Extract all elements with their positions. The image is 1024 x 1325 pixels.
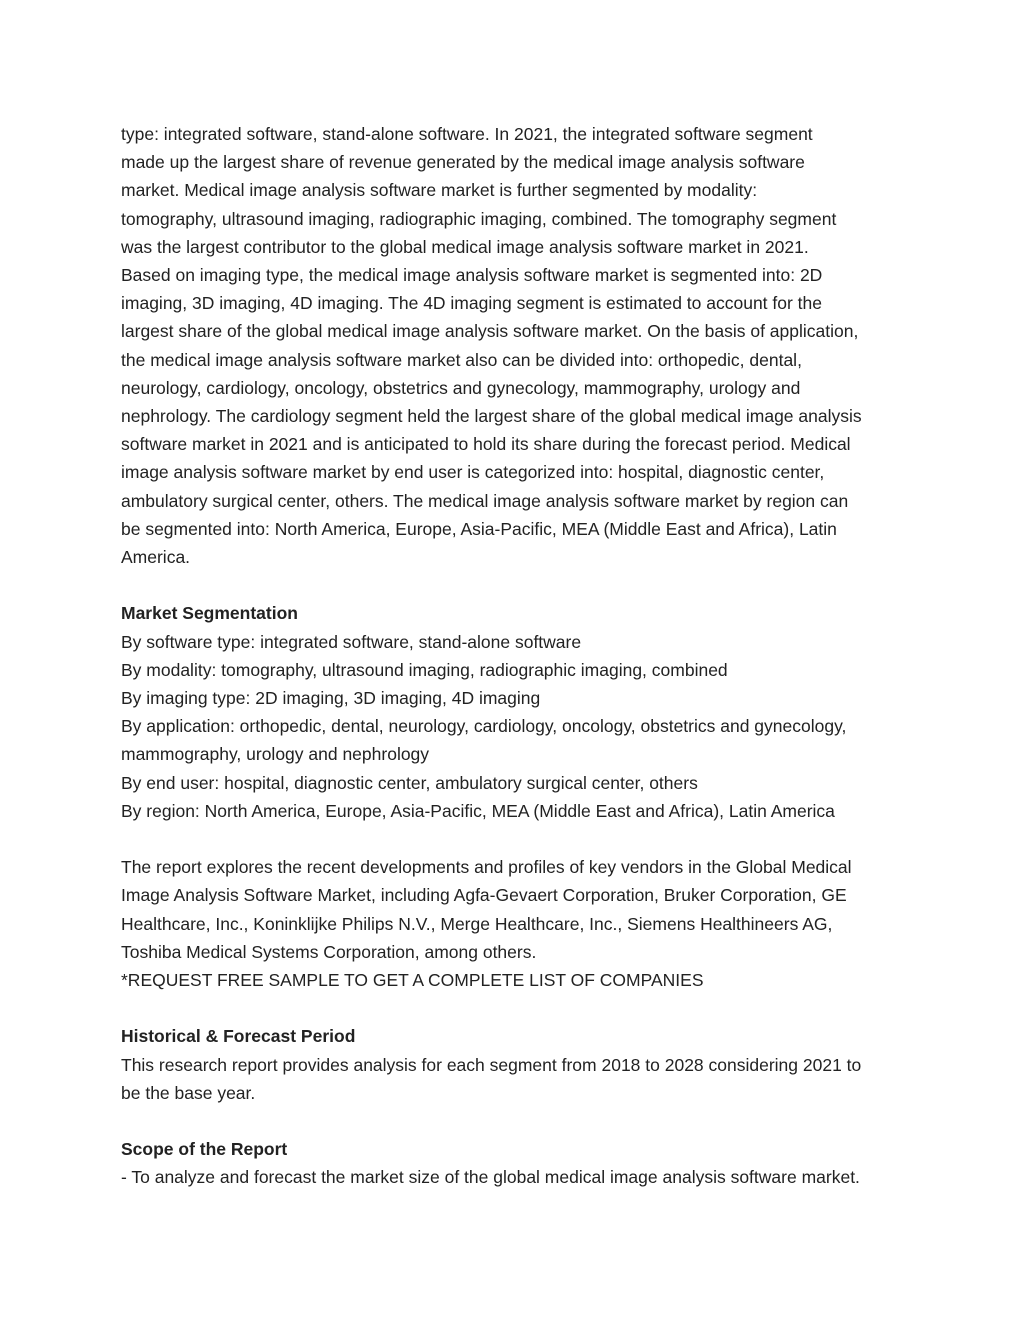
segmentation-line: By software type: integrated software, stand-alone software — [121, 631, 582, 652]
intro-line: image analysis software market by end user is categorized into: hospital, diagnostic center, — [121, 462, 825, 483]
paragraph-gap — [121, 994, 903, 1022]
intro-line: tomography, ultrasound imaging, radiographic imaging, combined. The tomography segment — [121, 208, 837, 229]
scope-line: - To analyze and forecast the market size of the global medical image analysis software market. — [121, 1167, 860, 1188]
request-sample-note: *REQUEST FREE SAMPLE TO GET A COMPLETE LIST OF COMPANIES — [121, 970, 704, 991]
intro-line: the medical image analysis software market also can be divided into: orthopedic, dental, — [121, 349, 802, 370]
intro-line: Based on imaging type, the medical image analysis software market is segmented into: 2D — [121, 265, 823, 286]
intro-line: be segmented into: North America, Europe, Asia-Pacific, MEA (Middle East and Africa), Latin — [121, 518, 837, 539]
intro-line: largest share of the global medical image analysis software market. On the basis of application, — [121, 321, 859, 342]
segmentation-line: By modality: tomography, ultrasound imaging, radiographic imaging, combined — [121, 659, 728, 680]
vendors-line: Healthcare, Inc., Koninklijke Philips N.V., Merge Healthcare, Inc., Siemens Healthineers AG, — [121, 913, 833, 934]
segmentation-line: By region: North America, Europe, Asia-Pacific, MEA (Middle East and Africa), Latin America — [121, 800, 835, 821]
segmentation-line: By application: orthopedic, dental, neurology, cardiology, oncology, obstetrics and gynecology, — [121, 716, 847, 737]
vendors-line: Image Analysis Software Market, including Agfa-Gevaert Corporation, Bruker Corporation, GE — [121, 885, 847, 906]
paragraph-gap — [121, 1107, 903, 1135]
intro-line: type: integrated software, stand-alone software. In 2021, the integrated software segment — [121, 124, 813, 144]
period-heading: Historical & Forecast Period — [121, 1026, 356, 1047]
paragraph-gap — [121, 825, 903, 853]
intro-line: ambulatory surgical center, others. The medical image analysis software market by region can — [121, 490, 849, 511]
vendors-paragraph — [121, 853, 903, 994]
intro-line: was the largest contributor to the global medical image analysis software market in 2021. — [121, 236, 809, 257]
segmentation-line: mammography, urology and nephrology — [121, 744, 430, 765]
intro-line: software market in 2021 and is anticipated to hold its share during the forecast period. Medical — [121, 434, 851, 455]
segmentation-line: By end user: hospital, diagnostic center, ambulatory surgical center, others — [121, 772, 698, 793]
segmentation-heading: Market Segmentation — [121, 603, 298, 624]
vendors-line: Toshiba Medical Systems Corporation, among others. — [121, 941, 537, 962]
segmentation-section — [121, 599, 903, 825]
document-page — [121, 120, 903, 1192]
vendors-line: The report explores the recent developments and profiles of key vendors in the Global Medical — [121, 857, 852, 878]
paragraph-gap — [121, 571, 903, 599]
period-line: be the base year. — [121, 1082, 256, 1103]
intro-line: neurology, cardiology, oncology, obstetrics and gynecology, mammography, urology and — [121, 377, 801, 398]
intro-line: America. — [121, 547, 191, 568]
scope-heading: Scope of the Report — [121, 1139, 288, 1160]
period-section — [121, 1022, 903, 1107]
scope-section — [121, 1135, 903, 1191]
segmentation-line: By imaging type: 2D imaging, 3D imaging, 4D imaging — [121, 688, 541, 709]
intro-line: made up the largest share of revenue generated by the medical image analysis software — [121, 152, 805, 173]
period-line: This research report provides analysis for each segment from 2018 to 2028 considering 2021 to — [121, 1054, 862, 1075]
intro-line: market. Medical image analysis software market is further segmented by modality: — [121, 180, 758, 201]
intro-paragraph — [121, 120, 903, 571]
intro-line: imaging, 3D imaging, 4D imaging. The 4D imaging segment is estimated to account for the — [121, 293, 823, 314]
intro-line: nephrology. The cardiology segment held the largest share of the global medical image analysis — [121, 406, 862, 427]
